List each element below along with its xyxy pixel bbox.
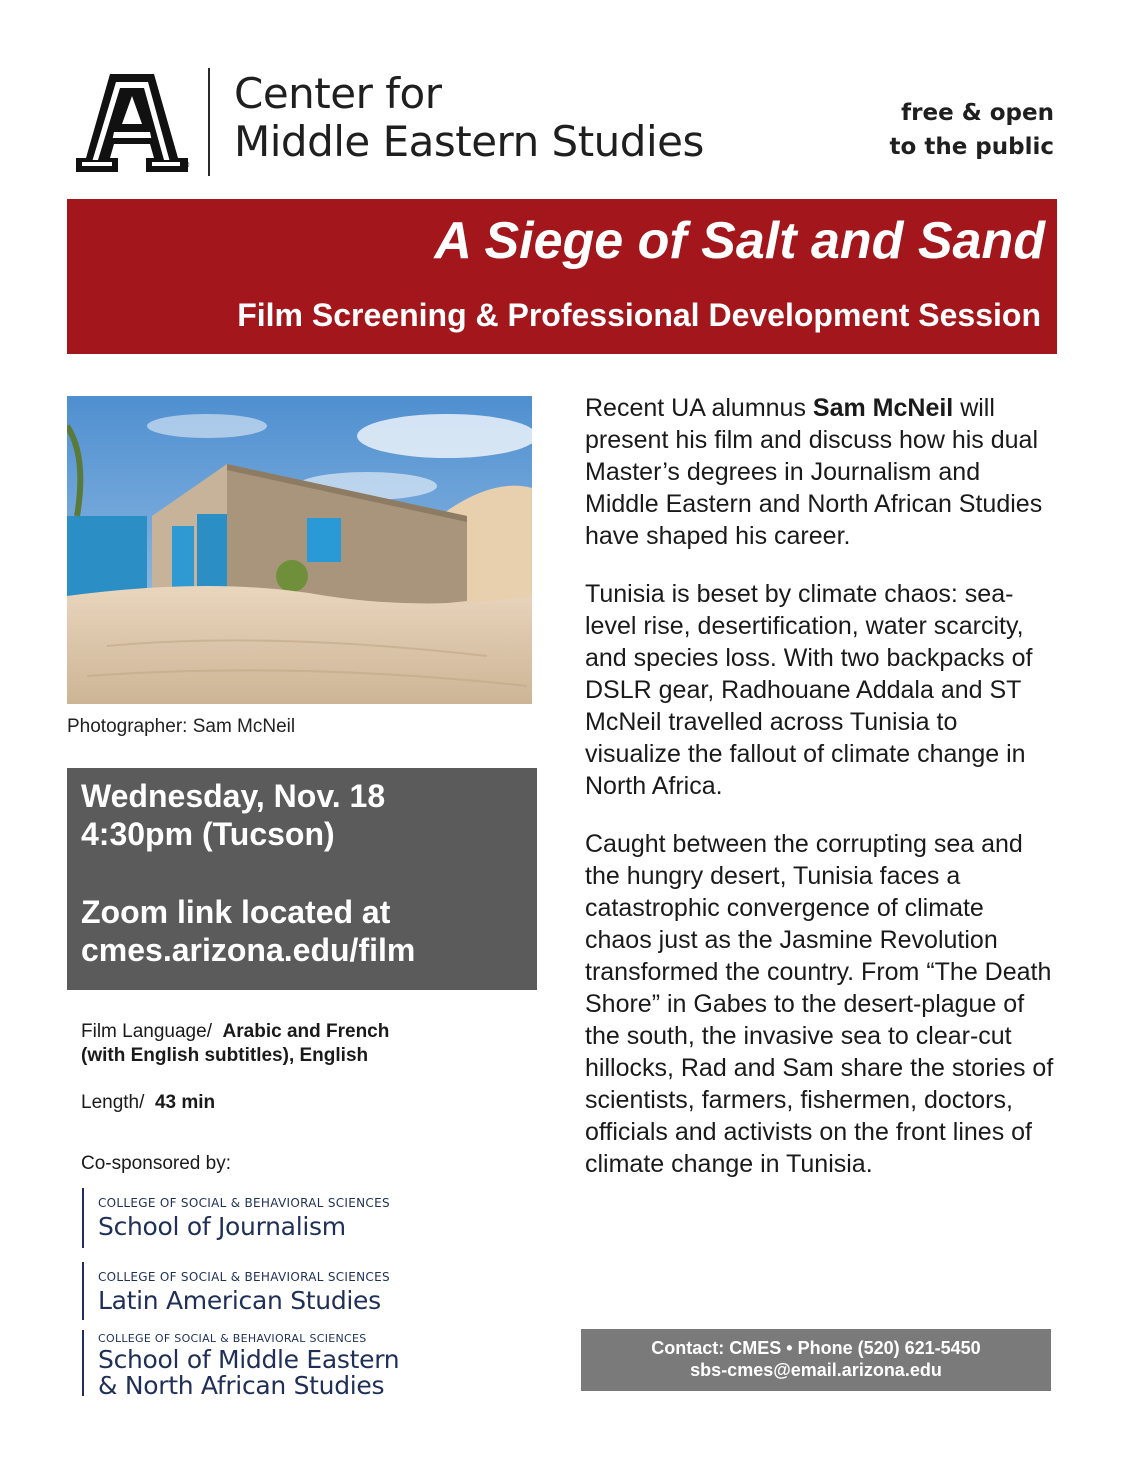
presenter-name: Sam McNeil [812,394,954,422]
film-language [81,1020,389,1068]
event-time: 4:30pm (Tucson) [81,816,335,852]
description-paragraph-1 [585,392,1055,552]
p1-after: will present his film and discuss how his dual Master’s degrees in Journalism and Middle Eastern and North African Studies have shaped his career. [585,394,1043,550]
language-value-line2: (with English subtitles), English [81,1045,369,1066]
language-label: Film Language/ [81,1021,212,1042]
language-value-line1: Arabic and French [222,1021,390,1042]
event-title: A Siege of Salt and Sand [434,212,1045,270]
free-line1: free & open [901,100,1054,126]
event-info-box [67,768,537,990]
free-line2: to the public [889,134,1054,160]
event-date: Wednesday, Nov. 18 [81,778,386,814]
event-subtitle: Film Screening & Professional Development Session [237,297,1041,333]
sponsor-unit: School of Journalism [98,1212,346,1241]
contact-email[interactable]: sbs-cmes@email.arizona.edu [690,1360,942,1380]
sponsor-unit: Latin American Studies [98,1286,381,1315]
sponsor-latin-american [82,1262,390,1320]
length-value: 43 min [154,1092,216,1113]
center-name-line1: Center for [234,69,442,118]
sponsor-college: COLLEGE OF SOCIAL & BEHAVIORAL SCIENCES [98,1270,390,1284]
p1-before: Recent UA alumnus [585,394,813,422]
registered-mark: ® [182,160,190,171]
film-length [81,1091,215,1115]
sponsor-mena [82,1330,400,1400]
sponsor-unit-line1: School of Middle Eastern [98,1345,400,1374]
sponsor-unit-line2: & North African Studies [98,1371,385,1400]
block-a-icon [70,70,194,176]
description-paragraph-2: Tunisia is beset by climate chaos: sea-level rise, desertification, water scarcity, and species loss. With two backpacks of DSLR gear, Radhouane Addala and ST McNeil travelled across Tunisia to visualize the fallout of climate change in North Africa. [585,580,1033,800]
zoom-line1: Zoom link located at [81,894,391,930]
event-photo [67,396,532,704]
contact-phone: Contact: CMES • Phone (520) 621-5450 [651,1338,981,1358]
center-name [234,70,704,166]
header-divider [208,68,210,176]
title-banner [67,199,1057,354]
length-label: Length/ [81,1092,145,1113]
sponsor-college: COLLEGE OF SOCIAL & BEHAVIORAL SCIENCES [98,1196,390,1210]
free-open-notice [890,96,1054,164]
photo-credit: Photographer: Sam McNeil [67,716,296,737]
center-name-line2: Middle Eastern Studies [234,117,704,166]
event-description [585,392,1055,1206]
cosponsored-label: Co-sponsored by: [81,1153,231,1174]
university-logo [70,70,194,176]
contact-box [581,1329,1051,1391]
sponsor-college: COLLEGE OF SOCIAL & BEHAVIORAL SCIENCES [98,1332,367,1345]
sponsor-journalism [82,1188,390,1248]
zoom-link[interactable]: cmes.arizona.edu/film [81,932,416,968]
description-paragraph-3: Caught between the corrupting sea and the hungry desert, Tunisia faces a catastrophic convergence of climate chaos just as the Jasmine Revolution transformed the country. From “The Death Shore” in Gabes to the desert-plague of the south, the invasive sea to clear-cut hillocks, Rad and Sam share the stories of scientists, farmers, fishermen, doctors, officials and activists on the front lines of climate change in Tunisia. [585,830,1054,1178]
